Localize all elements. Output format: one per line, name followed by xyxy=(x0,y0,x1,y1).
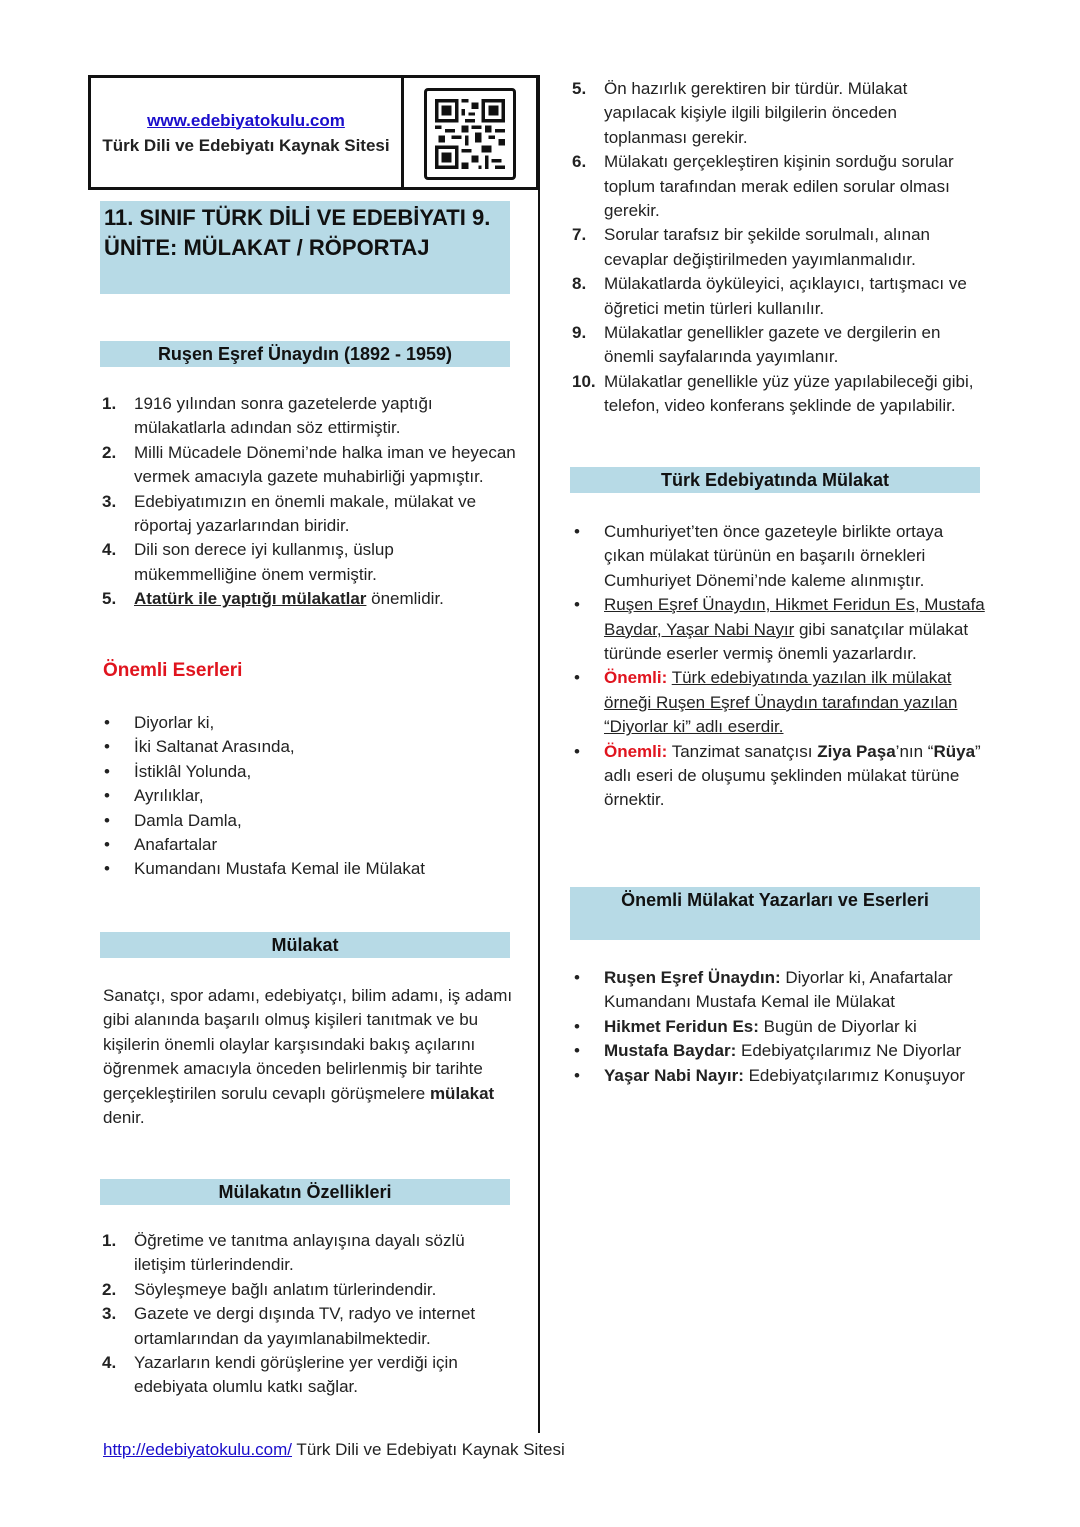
list-item xyxy=(100,490,520,539)
list-number: 9. xyxy=(572,323,587,343)
text-segment: Sanatçı, spor adamı, edebiyatçı, bilim adamı, iş adamı gibi alanında başarılı olmuş kişileri tanıtmak ve bu kişilerin önemli olaylar karşısındaki bakış açılarını öğrenmek amacıyla önceden belirlenmiş bir tarihte gerçekleştirilen sorulu cevaplı görüşmelere xyxy=(103,986,513,1103)
text-segment: Mustafa Baydar: xyxy=(604,1041,737,1061)
site-link[interactable]: www.edebiyatokulu.com xyxy=(147,110,345,130)
list-number: 2. xyxy=(102,1279,117,1299)
text-segment: gibi sanatçılar mülakat türünde eserler vermiş önemli yazarlardır. xyxy=(604,619,969,664)
list-item xyxy=(100,587,520,611)
work-item xyxy=(100,711,520,735)
work-title: Ayrılıklar, xyxy=(134,786,204,806)
bullet-icon: • xyxy=(104,713,110,732)
list-number: 7. xyxy=(572,225,587,245)
list-number: 8. xyxy=(572,274,587,294)
list-number: 3. xyxy=(102,1304,117,1324)
title-line-2: ÜNİTE: MÜLAKAT / RÖPORTAJ xyxy=(104,235,430,260)
list-item xyxy=(570,272,980,321)
work-item xyxy=(100,857,520,881)
list-item xyxy=(100,1278,520,1302)
text-segment: Ziya Paşa xyxy=(817,741,896,761)
list-item xyxy=(570,223,980,272)
list-item xyxy=(570,1015,985,1039)
footer-text: Türk Dili ve Edebiyatı Kaynak Sitesi xyxy=(292,1440,565,1459)
list-item xyxy=(570,370,980,419)
list-item xyxy=(100,1351,520,1400)
work-title: İstiklâl Yolunda, xyxy=(134,761,252,781)
bullet-icon: • xyxy=(104,761,110,781)
text-segment: Sorular tarafsız bir şekilde sorulmalı, alınan cevaplar değiştirilmeden yayımlanmalıdır. xyxy=(604,225,930,269)
text-segment: Söyleşmeye bağlı anlatım türlerindendir. xyxy=(134,1279,437,1299)
text-segment: ’nın “ xyxy=(895,741,934,761)
bullet-icon: • xyxy=(574,1041,580,1061)
bullet-icon: • xyxy=(104,737,110,757)
bullet-icon: • xyxy=(104,859,110,879)
text-segment: 1916 yılından sonra gazetelerde yaptığı mülakatlarla adından söz ettirmiştir. xyxy=(134,394,433,438)
bullet-icon: • xyxy=(574,1016,580,1036)
work-title: Damla Damla, xyxy=(134,810,242,830)
bullet-icon: • xyxy=(574,1065,580,1085)
work-item xyxy=(100,833,520,857)
bullet-icon: • xyxy=(574,741,580,761)
writers-heading: Önemli Mülakat Yazarları ve Eserleri xyxy=(570,887,980,940)
works-list xyxy=(100,711,520,882)
work-title: Diyorlar ki, xyxy=(134,713,215,732)
work-item xyxy=(100,735,520,759)
list-item xyxy=(100,538,520,587)
text-segment: Gazete ve dergi dışında TV, radyo ve internet ortamlarından da yayımlanabilmektedir. xyxy=(134,1304,476,1348)
text-segment: ” adlı eseri de oluşumu şeklinden mülakat türüne örnektir. xyxy=(604,741,981,810)
text-segment: Edebiyatımızın en önemli makale, mülakat ve röportaj yazarlarından biridir. xyxy=(134,491,477,536)
list-number: 3. xyxy=(102,491,117,511)
list-item xyxy=(570,321,980,370)
site-header-box xyxy=(88,75,539,190)
text-segment: Milli Mücadele Dönemi’nde halka iman ve heyecan vermek amacıyla gazete muhabirliği yapmıştır. xyxy=(134,442,516,487)
bullet-icon: • xyxy=(574,522,580,541)
mulakat-heading: Mülakat xyxy=(100,932,510,958)
text-segment: Öğretime ve tanıtma anlayışına dayalı sözlü iletişim türlerindendir. xyxy=(134,1231,465,1275)
list-item xyxy=(570,77,980,150)
work-title: İki Saltanat Arasında, xyxy=(134,737,295,757)
text-segment: Diyorlar ki, Anafartalar Kumandanı Mustafa Kemal ile Mülakat xyxy=(604,968,953,1012)
text-segment: Tanzimat sanatçısı xyxy=(667,741,818,761)
writers-list xyxy=(570,966,985,1088)
site-subtitle: Türk Dili ve Edebiyatı Kaynak Sitesi xyxy=(102,135,390,155)
qr-code-icon xyxy=(424,88,516,180)
column-divider xyxy=(538,75,540,1433)
bullet-icon: • xyxy=(574,595,580,615)
text-segment: Türk edebiyatında yazılan ilk mülakat örneği Ruşen Eşref Ünaydın tarafından yazılan “Diyorlar ki” adlı eserdir. xyxy=(604,668,958,737)
title-line-1: 11. SINIF TÜRK DİLİ VE EDEBİYATI 9. xyxy=(104,205,491,230)
text-segment: Mülakatlar genellikle yüz yüze yapılabileceği gibi, telefon, video konferans şeklinde de yapılabilir. xyxy=(604,371,974,416)
text-segment: Cumhuriyet’ten önce gazeteyle birlikte ortaya çıkan mülakat türünün en başarılı örnekleri Cumhuriyet Dönemi’nde kaleme alınmıştır. xyxy=(604,522,944,590)
features-list-continued xyxy=(570,77,980,419)
turk-heading: Türk Edebiyatında Mülakat xyxy=(570,467,980,493)
text-segment: Yaşar Nabi Nayır: xyxy=(604,1065,744,1085)
page-title xyxy=(100,201,510,294)
work-title: Kumandanı Mustafa Kemal ile Mülakat xyxy=(134,859,426,879)
list-item xyxy=(100,1302,520,1351)
list-number: 4. xyxy=(102,540,117,560)
list-number: 5. xyxy=(572,79,587,98)
text-segment: denir. xyxy=(103,1108,145,1128)
list-number: 1. xyxy=(102,394,117,413)
list-number: 4. xyxy=(102,1353,117,1373)
text-segment: Önemli: xyxy=(604,668,668,688)
list-item xyxy=(570,740,985,813)
bullet-icon: • xyxy=(104,810,110,830)
text-segment: Mülakatı gerçekleştiren kişinin sorduğu sorular toplum tarafından merak edilen sorular olması gerekir. xyxy=(604,152,954,221)
work-item xyxy=(100,784,520,808)
text-segment: Hikmet Feridun Es: xyxy=(604,1016,759,1036)
author-list xyxy=(100,392,520,612)
text-segment: önemlidir. xyxy=(366,589,444,609)
text-segment: mülakat xyxy=(429,1083,495,1103)
text-segment: Önemli: xyxy=(604,741,668,761)
footer xyxy=(103,1440,565,1460)
footer-link[interactable]: http://edebiyatokulu.com/ xyxy=(103,1440,293,1459)
list-item xyxy=(100,441,520,490)
features-list xyxy=(100,1229,520,1400)
list-item xyxy=(570,966,985,1015)
list-item xyxy=(100,1229,520,1278)
list-item xyxy=(570,150,980,223)
works-heading: Önemli Eserleri xyxy=(103,660,243,681)
work-item xyxy=(100,809,520,833)
bullet-icon: • xyxy=(574,668,580,688)
text-segment: Mülakatlar genellikler gazete ve dergilerin en önemli sayfalarında yayımlanır. xyxy=(604,323,941,367)
work-item xyxy=(100,760,520,784)
list-number: 5. xyxy=(102,589,117,609)
text-segment: Bugün de Diyorlar ki xyxy=(758,1016,917,1036)
text-segment: Dili son derece iyi kullanmış, üslup mükemmelliğine önem vermiştir. xyxy=(134,540,394,584)
list-number: 2. xyxy=(102,442,117,462)
list-item xyxy=(570,1064,985,1088)
list-item xyxy=(570,520,985,593)
text-segment: Mülakatlarda öyküleyici, açıklayıcı, tartışmacı ve öğretici metin türleri kullanılır. xyxy=(604,274,967,318)
list-number: 6. xyxy=(572,152,587,172)
mulakat-definition xyxy=(103,984,513,1130)
text-segment: Edebiyatçılarımız Konuşuyor xyxy=(743,1065,965,1085)
site-info xyxy=(91,78,404,187)
list-number: 1. xyxy=(102,1231,117,1250)
turk-list xyxy=(570,520,985,813)
list-item xyxy=(570,666,985,739)
bullet-icon: • xyxy=(574,968,580,987)
list-item xyxy=(100,392,520,441)
text-segment: Ruşen Eşref Ünaydın: xyxy=(604,968,781,987)
bullet-icon: • xyxy=(104,835,110,855)
text-segment: Ruşen Eşref Ünaydın, Hikmet Feridun Es, Mustafa Baydar, Yaşar Nabi Nayır xyxy=(604,595,985,639)
list-number: 10. xyxy=(572,371,596,391)
author-heading: Ruşen Eşref Ünaydın (1892 - 1959) xyxy=(100,341,510,367)
list-item xyxy=(570,593,985,666)
text-segment: Ön hazırlık gerektiren bir türdür. Mülakat yapılacak kişiyle ilgili bilgilerin önceden toplanması gerekir. xyxy=(604,79,908,147)
text-segment: Yazarların kendi görüşlerine yer verdiği için edebiyata olumlu katkı sağlar. xyxy=(134,1353,458,1397)
work-title: Anafartalar xyxy=(134,835,218,855)
features-heading: Mülakatın Özellikleri xyxy=(100,1179,510,1205)
text-segment: Atatürk ile yaptığı mülakatlar xyxy=(134,589,367,609)
text-segment: Edebiyatçılarımız Ne Diyorlar xyxy=(736,1041,962,1061)
bullet-icon: • xyxy=(104,786,110,806)
list-item xyxy=(570,1039,985,1063)
text-segment: Rüya xyxy=(933,741,976,761)
